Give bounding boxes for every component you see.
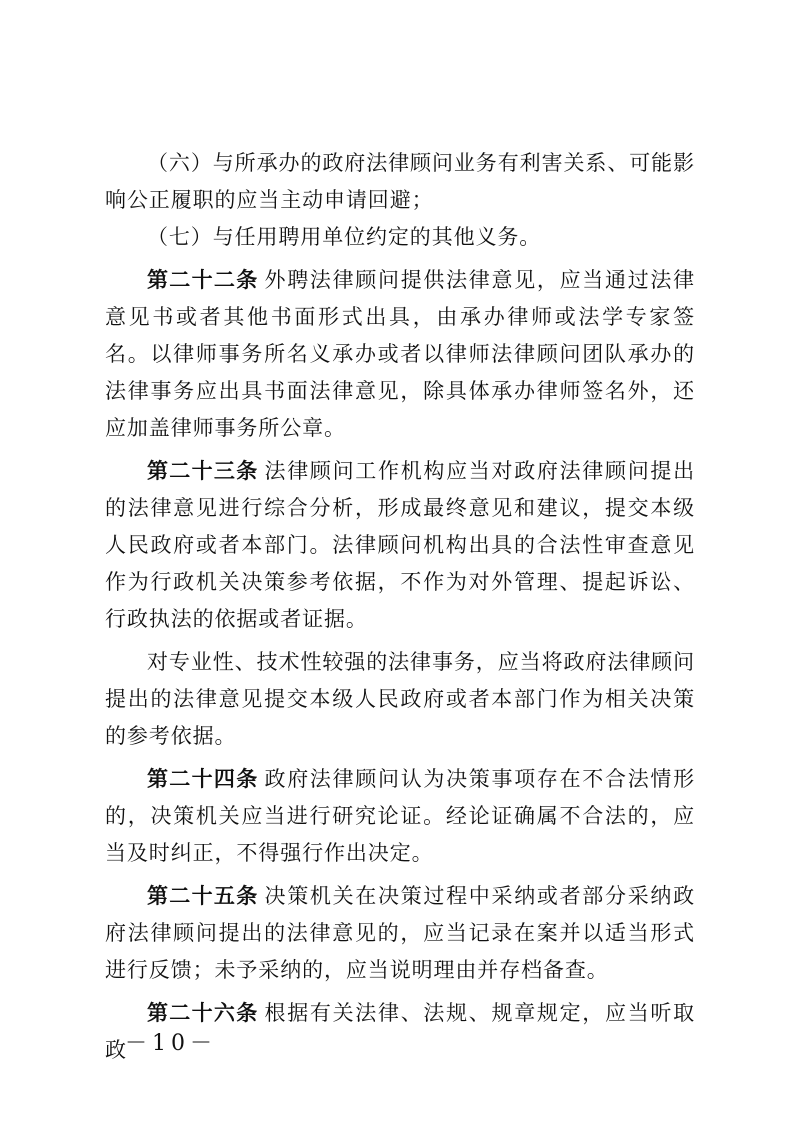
article-label: 第二十四条: [147, 767, 259, 791]
article-label: 第二十二条: [147, 268, 259, 292]
article-text: 根据有关法律、法规、规章规定，应当听取政: [105, 1001, 695, 1062]
article-label: 第二十三条: [147, 459, 259, 483]
paragraph-text: （七）与任用聘用单位约定的其他义务。: [147, 225, 542, 249]
page-number: －10－: [125, 1031, 217, 1056]
article-23-paragraph-2: [105, 644, 695, 755]
article-text: 决策机关在决策过程中采纳或者部分采纳政府法律顾问提出的法律意见的，应当记录在案并以适当形式进行反馈；未予采纳的，应当说明理由并存档备查。: [105, 884, 695, 982]
paragraph-text: 对专业性、技术性较强的法律事务，应当将政府法律顾问提出的法律意见提交本级人民政府或者本部门作为相关决策的参考依据。: [105, 650, 695, 748]
article-label: 第二十六条: [147, 1001, 259, 1025]
paragraph-item-7: [105, 219, 695, 256]
article-24: [105, 761, 695, 872]
document-body: [105, 145, 695, 1069]
article-text: 政府法律顾问认为决策事项存在不合法情形的，决策机关应当进行研究论证。经论证确属不合法的，应当及时纠正，不得强行作出决定。: [105, 767, 695, 865]
paragraph-text: （六）与所承办的政府法律顾问业务有利害关系、可能影响公正履职的应当主动申请回避；: [105, 151, 695, 212]
article-23: [105, 453, 695, 638]
article-label: 第二十五条: [147, 884, 259, 908]
article-text: 外聘法律顾问提供法律意见，应当通过法律意见书或者其他书面形式出具，由承办律师或法学专家签名。以律师事务所名义承办或者以律师法律顾问团队承办的法律事务应出具书面法律意见，除具体承办律师签名外，还应加盖律师事务所公章。: [105, 268, 695, 440]
article-25: [105, 878, 695, 989]
article-text: 法律顾问工作机构应当对政府法律顾问提出的法律意见进行综合分析，形成最终意见和建议，提交本级人民政府或者本部门。法律顾问机构出具的合法性审查意见作为行政机关决策参考依据，不作为对外管理、提起诉讼、行政执法的依据或者证据。: [105, 459, 695, 631]
article-22: [105, 262, 695, 447]
paragraph-item-6: [105, 145, 695, 219]
